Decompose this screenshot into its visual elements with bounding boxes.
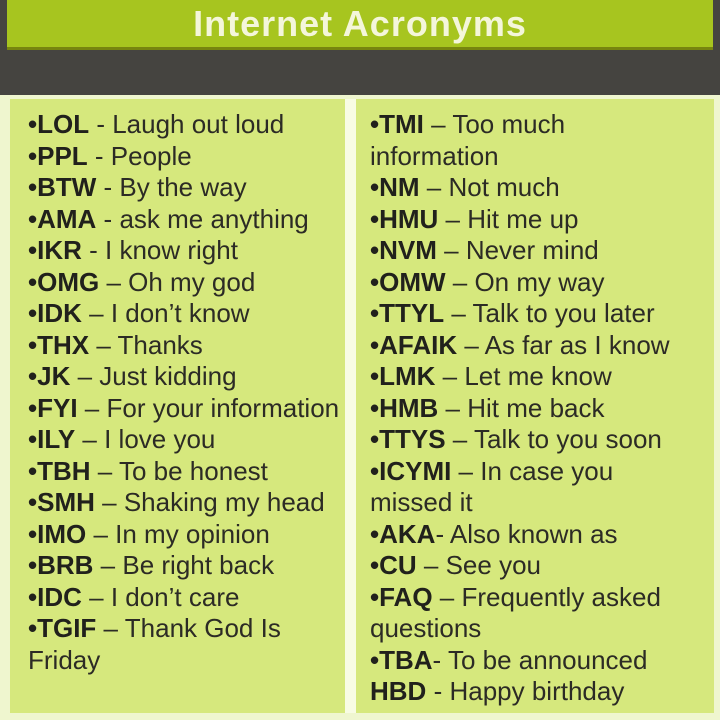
separator: – bbox=[432, 581, 462, 612]
separator: – bbox=[445, 424, 474, 454]
separator: – bbox=[70, 361, 100, 391]
acronym-label: •IKR bbox=[28, 235, 82, 265]
acronym-entry bbox=[370, 109, 688, 172]
header-band bbox=[0, 0, 720, 95]
acronym-label: •TBA bbox=[370, 644, 433, 675]
acronym-entry bbox=[28, 172, 340, 204]
acronym-entry bbox=[28, 298, 340, 330]
acronym-entry bbox=[28, 267, 340, 299]
acronym-entry bbox=[370, 361, 688, 393]
separator: – bbox=[94, 487, 124, 517]
separator: – bbox=[445, 266, 475, 297]
acronym-entry bbox=[370, 424, 688, 456]
separator: – bbox=[75, 424, 105, 454]
acronym-label: •BTW bbox=[28, 172, 97, 202]
acronym-entry bbox=[370, 645, 688, 677]
acronym-column-right bbox=[356, 99, 714, 713]
acronym-label: •THX bbox=[28, 329, 90, 360]
separator: – bbox=[96, 613, 125, 643]
separator: - bbox=[96, 203, 120, 234]
acronym-label: •AMA bbox=[28, 203, 97, 234]
acronym-label: •LMK bbox=[370, 361, 436, 391]
page-title: Internet Acronyms bbox=[193, 3, 527, 44]
acronym-meaning: Frequently asked questions bbox=[370, 581, 661, 643]
acronym-entry bbox=[370, 204, 688, 236]
acronym-entry bbox=[28, 456, 340, 488]
acronym-meaning: I don’t know bbox=[110, 298, 250, 328]
acronym-entry bbox=[28, 361, 340, 393]
acronym-entry bbox=[28, 235, 340, 267]
acronym-entry bbox=[370, 267, 688, 299]
acronym-entry bbox=[370, 330, 688, 362]
acronym-label: •HMB bbox=[370, 392, 439, 423]
separator: – bbox=[451, 455, 481, 486]
separator: – bbox=[423, 109, 453, 139]
separator: - bbox=[435, 518, 450, 549]
acronym-entry bbox=[370, 550, 688, 582]
acronym-label: •HMU bbox=[370, 203, 439, 234]
acronym-meaning: I love you bbox=[104, 424, 216, 454]
acronym-meaning: Talk to you later bbox=[472, 298, 655, 328]
acronym-label: HBD bbox=[370, 676, 427, 706]
acronym-meaning: Laugh out loud bbox=[112, 109, 285, 139]
acronym-meaning: In case you missed it bbox=[370, 455, 614, 517]
acronym-meaning: Just kidding bbox=[99, 361, 237, 391]
acronym-label: •FYI bbox=[28, 392, 78, 423]
acronym-entry bbox=[370, 582, 688, 645]
acronym-label: •TBH bbox=[28, 455, 91, 486]
acronym-label: •OMW bbox=[370, 266, 446, 297]
separator: – bbox=[77, 392, 107, 423]
acronym-entry bbox=[28, 487, 340, 519]
acronym-entry bbox=[370, 519, 688, 551]
separator: – bbox=[419, 172, 449, 202]
acronym-label: •SMH bbox=[28, 487, 95, 517]
separator: - bbox=[96, 172, 120, 202]
acronym-label: •NM bbox=[370, 172, 420, 202]
acronym-label: •BRB bbox=[28, 550, 94, 580]
acronym-entry bbox=[28, 550, 340, 582]
acronym-entry bbox=[370, 235, 688, 267]
separator: – bbox=[444, 298, 473, 328]
acronym-meaning: Thanks bbox=[117, 329, 203, 360]
acronym-label: •JK bbox=[28, 361, 71, 391]
separator: – bbox=[435, 361, 465, 391]
separator: – bbox=[438, 203, 468, 234]
acronym-label: •AFAIK bbox=[370, 329, 458, 360]
acronym-label: •TTYL bbox=[370, 298, 445, 328]
separator: - bbox=[432, 644, 448, 675]
acronym-label: •NVM bbox=[370, 235, 437, 265]
acronym-list-area bbox=[0, 95, 720, 720]
acronym-label: •IDC bbox=[28, 581, 82, 612]
acronym-entry bbox=[370, 393, 688, 425]
acronym-column-left bbox=[10, 99, 345, 713]
acronym-label: •IDK bbox=[28, 298, 82, 328]
separator: - bbox=[426, 676, 450, 706]
acronym-label: •OMG bbox=[28, 266, 100, 297]
acronym-meaning: Happy birthday bbox=[449, 676, 625, 706]
separator: – bbox=[81, 298, 111, 328]
acronym-meaning: I don’t care bbox=[110, 581, 240, 612]
acronym-entry bbox=[28, 330, 340, 362]
acronym-entry bbox=[370, 298, 688, 330]
separator: - bbox=[87, 140, 111, 171]
acronym-meaning: Too much information bbox=[370, 109, 566, 171]
separator: – bbox=[90, 455, 119, 486]
acronym-label: •TTYS bbox=[370, 424, 446, 454]
acronym-meaning: Never mind bbox=[465, 235, 599, 265]
acronym-meaning: Hit me back bbox=[467, 392, 605, 423]
acronym-label: •TMI bbox=[370, 109, 424, 139]
column-divider bbox=[345, 99, 356, 713]
separator: – bbox=[436, 235, 466, 265]
acronym-label: •ILY bbox=[28, 424, 76, 454]
acronym-meaning: I know right bbox=[105, 235, 238, 265]
acronym-meaning: Thank God Is Friday bbox=[28, 613, 281, 675]
acronym-label: •FAQ bbox=[370, 581, 433, 612]
separator: – bbox=[438, 392, 468, 423]
acronym-entry bbox=[370, 456, 688, 519]
acronym-meaning: As far as I know bbox=[484, 329, 670, 360]
acronym-meaning: ask me anything bbox=[119, 203, 309, 234]
acronym-meaning: See you bbox=[445, 550, 541, 580]
acronym-label: •AKA bbox=[370, 518, 436, 549]
acronym-label: •LOL bbox=[28, 109, 90, 139]
acronym-meaning: By the way bbox=[119, 172, 247, 202]
acronym-meaning: Talk to you soon bbox=[474, 424, 662, 454]
acronym-meaning: Also known as bbox=[449, 518, 618, 549]
acronym-entry bbox=[28, 141, 340, 173]
acronym-meaning: Shaking my head bbox=[123, 487, 325, 517]
separator: – bbox=[93, 550, 123, 580]
separator: - bbox=[81, 235, 105, 265]
acronym-meaning: Be right back bbox=[122, 550, 275, 580]
acronym-meaning: In my opinion bbox=[115, 518, 270, 549]
acronym-meaning: Let me know bbox=[464, 361, 612, 391]
acronym-entry bbox=[370, 676, 688, 708]
acronym-entry bbox=[28, 613, 340, 676]
acronym-label: •ICYMI bbox=[370, 455, 452, 486]
acronym-meaning: For your information bbox=[106, 392, 340, 423]
separator: – bbox=[99, 266, 129, 297]
acronym-entry bbox=[370, 172, 688, 204]
acronym-meaning: To be honest bbox=[118, 455, 268, 486]
acronym-meaning: To be announced bbox=[447, 644, 648, 675]
title-bar bbox=[7, 0, 713, 50]
acronym-entry bbox=[28, 109, 340, 141]
separator: – bbox=[86, 518, 116, 549]
acronym-meaning: On my way bbox=[474, 266, 605, 297]
acronym-entry bbox=[28, 582, 340, 614]
separator: – bbox=[81, 581, 111, 612]
acronym-entry bbox=[28, 519, 340, 551]
acronym-meaning: Hit me up bbox=[467, 203, 579, 234]
acronym-meaning: Oh my god bbox=[128, 266, 256, 297]
separator: - bbox=[89, 109, 113, 139]
separator: – bbox=[457, 329, 485, 360]
acronym-meaning: Not much bbox=[448, 172, 560, 202]
acronym-entry bbox=[28, 204, 340, 236]
acronym-label: •IMO bbox=[28, 518, 87, 549]
acronym-entry bbox=[28, 424, 340, 456]
separator: – bbox=[89, 329, 118, 360]
separator: – bbox=[416, 550, 446, 580]
acronym-label: •CU bbox=[370, 550, 417, 580]
acronym-meaning: People bbox=[110, 140, 192, 171]
acronym-label: •PPL bbox=[28, 140, 88, 171]
acronym-label: •TGIF bbox=[28, 613, 97, 643]
acronym-entry bbox=[28, 393, 340, 425]
